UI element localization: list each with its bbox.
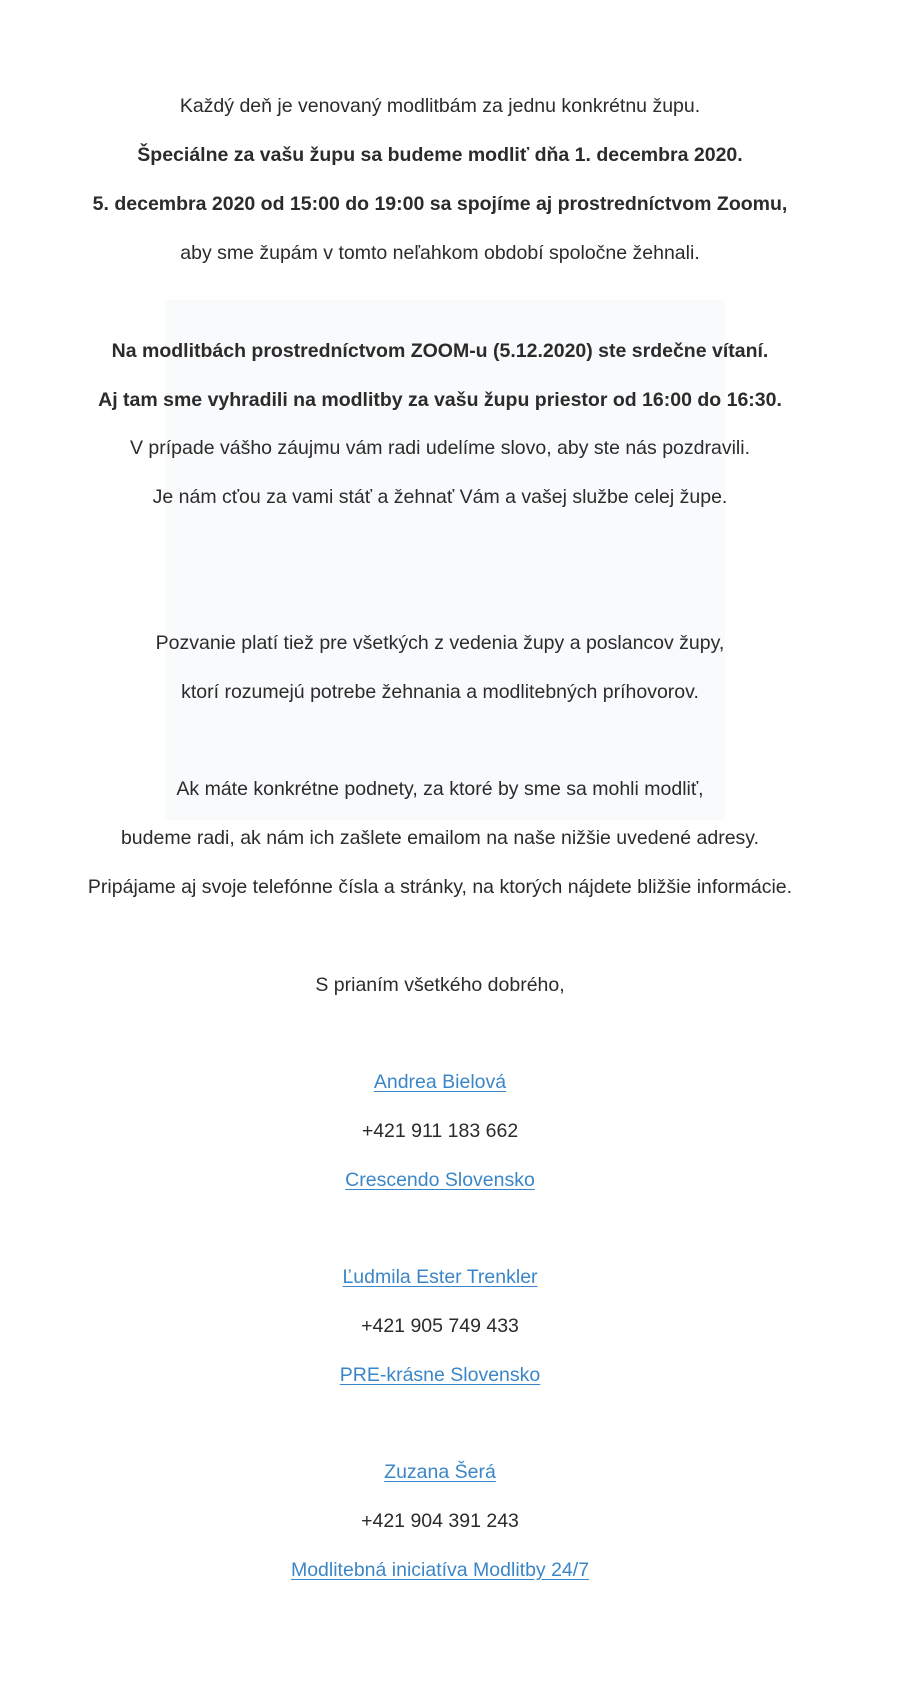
contact-3-phone: +421 904 391 243 xyxy=(361,1510,519,1532)
contact-1-email-link[interactable]: Andrea Bielová xyxy=(373,1071,507,1093)
contact-2-phone: +421 905 749 433 xyxy=(361,1315,519,1337)
requests-line-2: budeme radi, ak nám ich zašlete emailom na naše nižšie uvedené adresy. xyxy=(120,827,760,849)
contact-2-name xyxy=(0,1264,880,1290)
intro-line-3: 5. decembra 2020 od 15:00 do 19:00 sa spojíme aj prostredníctvom Zoomu, xyxy=(92,193,788,215)
contact-2-email-link[interactable]: Ľudmila Ester Trenkler xyxy=(342,1266,538,1288)
contact-2-website-link[interactable]: PRE-krásne Slovensko xyxy=(339,1364,541,1386)
contact-3-website-link[interactable]: Modlitebná iniciatíva Modlitby 24/7 xyxy=(290,1559,590,1581)
greeting: S prianím všetkého dobrého, xyxy=(315,974,565,996)
contact-2-org xyxy=(0,1362,880,1388)
intro-line-2: Špeciálne za vašu župu sa budeme modliť dňa 1. decembra 2020. xyxy=(137,144,743,166)
contact-1-org xyxy=(0,1167,880,1193)
intro-line-1: Každý deň je venovaný modlitbám za jednu konkrétnu župu. xyxy=(179,95,701,117)
zoom-line-2: Aj tam sme vyhradili na modlitby za vašu župu priestor od 16:00 do 16:30. xyxy=(98,389,782,411)
contact-1-website-link[interactable]: Crescendo Slovensko xyxy=(345,1169,535,1191)
zoom-line-3: V prípade vášho záujmu vám radi udelíme slovo, aby ste nás pozdravili. xyxy=(130,437,750,459)
intro-line-4: aby sme župám v tomto neľahkom období spoločne žehnali. xyxy=(180,242,700,264)
contact-3-org xyxy=(0,1557,880,1583)
requests-line-3: Pripájame aj svoje telefónne čísla a stránky, na ktorých nájdete bližšie informácie. xyxy=(87,876,793,898)
requests-line-1: Ak máte konkrétne podnety, za ktoré by sme sa mohli modliť, xyxy=(176,778,704,800)
zoom-line-1: Na modlitbách prostredníctvom ZOOM-u (5.12.2020) ste srdečne vítaní. xyxy=(111,340,769,362)
contact-3-name xyxy=(0,1459,880,1485)
contact-1-name xyxy=(0,1069,880,1095)
contact-3-email-link[interactable]: Zuzana Šerá xyxy=(384,1461,496,1483)
contact-1-phone: +421 911 183 662 xyxy=(361,1120,519,1142)
invite-line-1: Pozvanie platí tiež pre všetkých z vedenia župy a poslancov župy, xyxy=(155,632,725,654)
invite-line-2: ktorí rozumejú potrebe žehnania a modlitebných príhovorov. xyxy=(181,681,699,703)
zoom-line-4: Je nám cťou za vami stáť a žehnať Vám a vašej službe celej župe. xyxy=(152,486,728,508)
